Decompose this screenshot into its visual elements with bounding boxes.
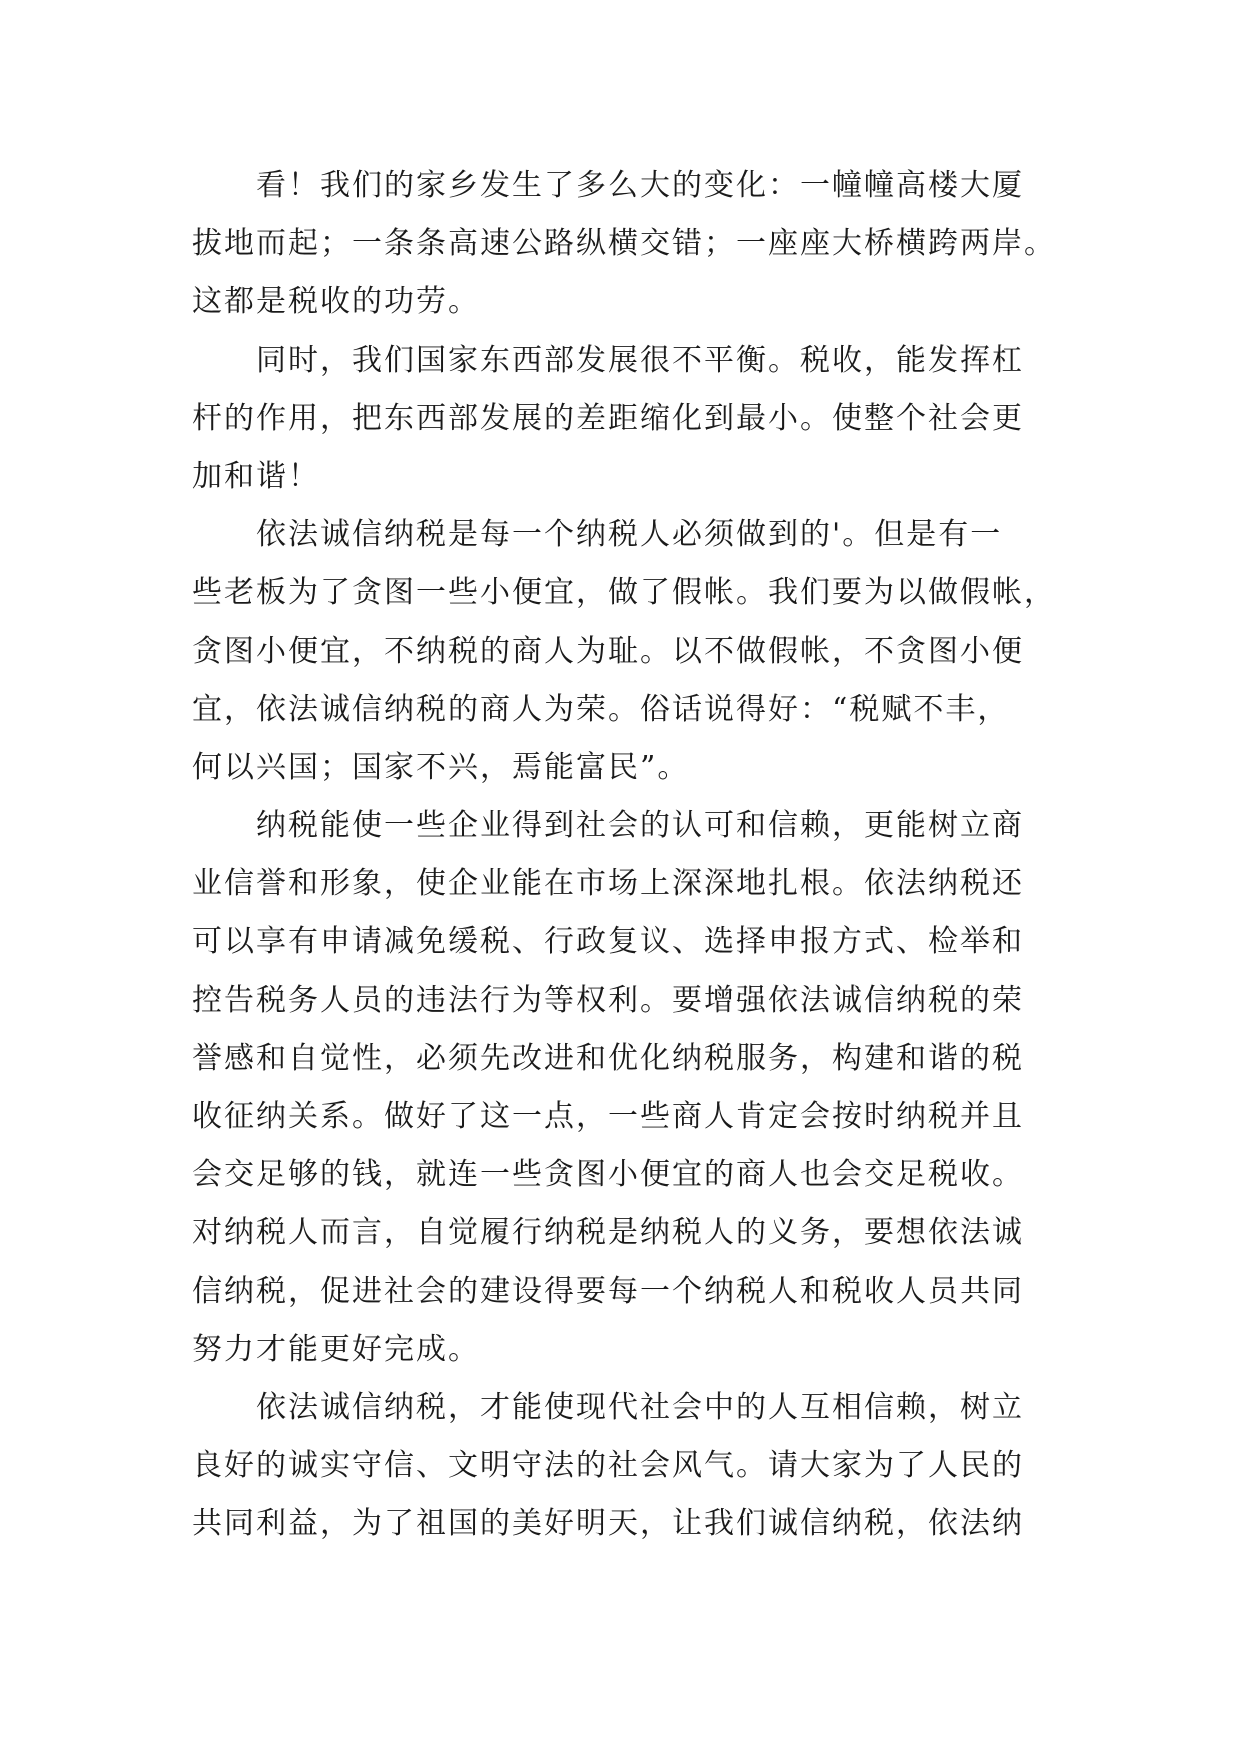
paragraph-4-line-6: 收征纳关系。做好了这一点，一些商人肯定会按时纳税并且 xyxy=(192,1099,1024,1134)
paragraph-4-line-10: 努力才能更好完成。 xyxy=(192,1331,480,1367)
paragraph-2-line-2: 杆的作用，把东西部发展的差距缩化到最小。使整个社会更 xyxy=(192,400,1024,436)
paragraph-3-line-1: 依法诚信纳税是每一个纳税人必须做到的'。但是有一 xyxy=(256,517,1003,553)
paragraph-1-line-1: 看！我们的家乡发生了多么大的变化：一幢幢高楼大厦 xyxy=(256,168,1024,203)
paragraph-3-line-5: 何以兴国；国家不兴，焉能富民”。 xyxy=(192,749,690,785)
paragraph-5-line-1: 依法诚信纳税，才能使现代社会中的人互相信赖，树立 xyxy=(256,1389,1024,1425)
paragraph-1-line-2: 拔地而起；一条条高速公路纵横交错；一座座大桥横跨两岸。 xyxy=(192,226,1056,262)
body-text xyxy=(192,157,1072,1554)
paragraph-5-line-3: 共同利益，为了祖国的美好明天，让我们诚信纳税，依法纳 xyxy=(192,1506,1024,1542)
paragraph-3-line-2: 些老板为了贪图一些小便宜，做了假帐。我们要为以做假帐， xyxy=(192,575,1056,611)
paragraph-4-line-1: 纳税能使一些企业得到社会的认可和信赖，更能树立商 xyxy=(256,808,1024,844)
paragraph-5-line-2: 良好的诚实守信、文明守法的社会风气。请大家为了人民的 xyxy=(192,1448,1024,1484)
paragraph-4-line-4: 控告税务人员的违法行为等权利。要增强依法诚信纳税的荣 xyxy=(192,982,1024,1018)
paragraph-1-line-3: 这都是税收的功劳。 xyxy=(192,284,480,320)
paragraph-4-line-2: 业信誉和形象，使企业能在市场上深深地扎根。依法纳税还 xyxy=(192,866,1024,902)
paragraph-4-line-8: 对纳税人而言，自觉履行纳税是纳税人的义务，要想依法诚 xyxy=(192,1215,1024,1251)
paragraph-4-line-5: 誉感和自觉性，必须先改进和优化纳税服务，构建和谐的税 xyxy=(192,1040,1024,1076)
paragraph-4-line-9: 信纳税，促进社会的建设得要每一个纳税人和税收人员共同 xyxy=(192,1273,1024,1309)
paragraph-2-line-3: 加和谐！ xyxy=(192,458,320,494)
paragraph-3-line-4: 宜，依法诚信纳税的商人为荣。俗话说得好：“税赋不丰， xyxy=(192,691,1010,727)
paragraph-4-line-3: 可以享有申请减免缓税、行政复议、选择申报方式、检举和 xyxy=(192,924,1024,960)
paragraph-2-line-1: 同时，我们国家东西部发展很不平衡。税收，能发挥杠 xyxy=(256,342,1024,378)
paragraph-3-line-3: 贪图小便宜，不纳税的商人为耻。以不做假帐，不贪图小便 xyxy=(192,633,1024,669)
paragraph-4-line-7: 会交足够的钱，就连一些贪图小便宜的商人也会交足税收。 xyxy=(192,1157,1024,1193)
